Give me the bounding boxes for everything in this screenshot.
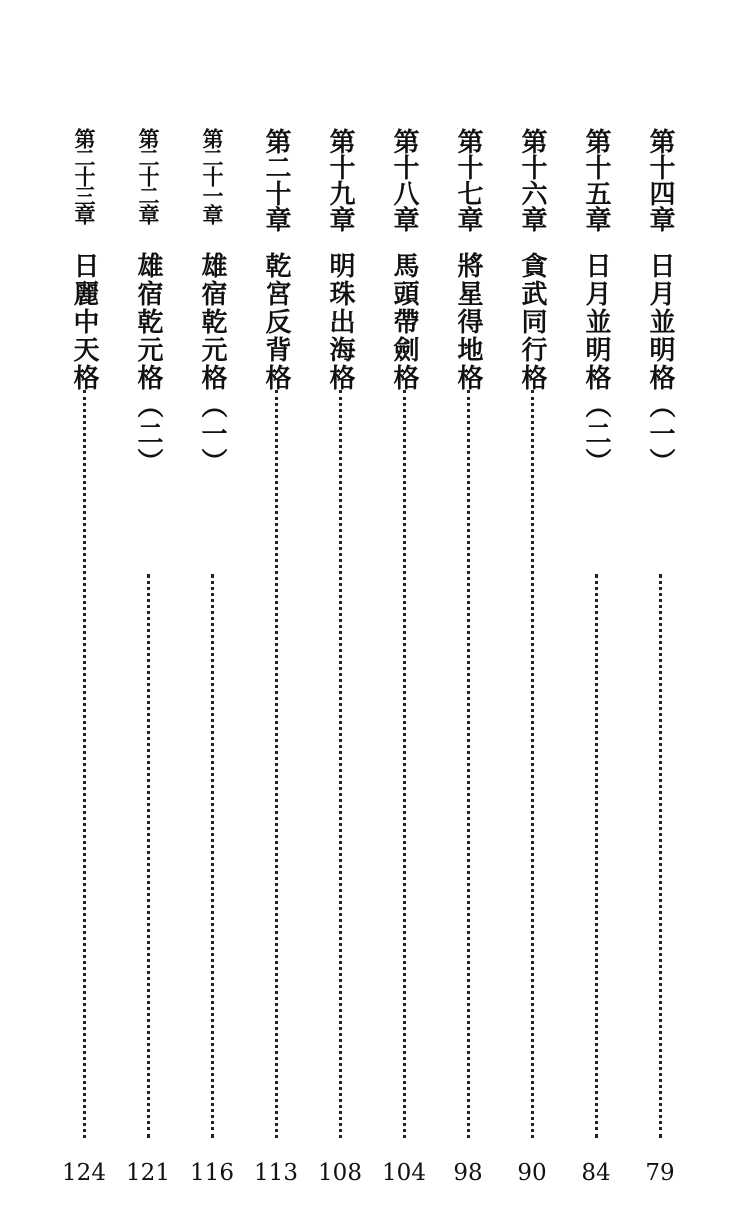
toc-entry-18[interactable] — [384, 128, 424, 1188]
toc-entry-14[interactable] — [640, 128, 680, 1188]
toc-entry-23[interactable] — [64, 128, 104, 1188]
chapter-title: 日月並明格（二） — [581, 252, 611, 476]
chapter-label: 第二十章 — [261, 128, 291, 232]
chapter-title: 雄宿乾元格（二） — [133, 252, 163, 476]
dot-leader — [403, 390, 406, 1138]
page-number: 108 — [318, 1160, 362, 1186]
toc-entry-19[interactable] — [320, 128, 360, 1188]
chapter-label: 第十八章 — [389, 128, 419, 232]
dot-leader — [531, 390, 534, 1138]
chapter-label: 第十九章 — [325, 128, 355, 232]
toc-entry-16[interactable] — [512, 128, 552, 1188]
toc-entry-15[interactable] — [576, 128, 616, 1188]
toc-entry-21[interactable] — [192, 128, 232, 1188]
chapter-label: 第十六章 — [517, 128, 547, 232]
chapter-label: 第二十三章 — [72, 128, 97, 223]
chapter-label: 第十四章 — [645, 128, 675, 232]
dot-leader — [595, 574, 598, 1138]
page-number: 90 — [517, 1160, 547, 1186]
page-number: 79 — [645, 1160, 675, 1186]
dot-leader — [275, 390, 278, 1138]
chapter-label: 第十七章 — [453, 128, 483, 232]
dot-leader — [147, 574, 150, 1138]
page-number: 121 — [126, 1160, 170, 1186]
dot-leader — [83, 390, 86, 1138]
dot-leader — [467, 390, 470, 1138]
chapter-label: 第二十二章 — [136, 128, 161, 223]
page-number: 124 — [62, 1160, 106, 1186]
page-number: 84 — [581, 1160, 611, 1186]
chapter-title: 日麗中天格 — [69, 252, 99, 392]
toc-entry-17[interactable] — [448, 128, 488, 1188]
toc-entry-22[interactable] — [128, 128, 168, 1188]
toc-entry-20[interactable] — [256, 128, 296, 1188]
chapter-label: 第十五章 — [581, 128, 611, 232]
chapter-title: 明珠出海格 — [325, 252, 355, 392]
dot-leader — [659, 574, 662, 1138]
page-number: 98 — [453, 1160, 483, 1186]
dot-leader — [211, 574, 214, 1138]
chapter-title: 乾宮反背格 — [261, 252, 291, 392]
dot-leader — [339, 390, 342, 1138]
chapter-title: 雄宿乾元格（一） — [197, 252, 227, 476]
chapter-title: 貪武同行格 — [517, 252, 547, 392]
page-number: 116 — [190, 1160, 234, 1186]
chapter-title: 馬頭帶劍格 — [389, 252, 419, 392]
chapter-title: 將星得地格 — [453, 252, 483, 392]
chapter-title: 日月並明格（一） — [645, 252, 675, 476]
page-number: 104 — [382, 1160, 426, 1186]
page-number: 113 — [254, 1160, 298, 1186]
chapter-label: 第二十一章 — [200, 128, 225, 223]
